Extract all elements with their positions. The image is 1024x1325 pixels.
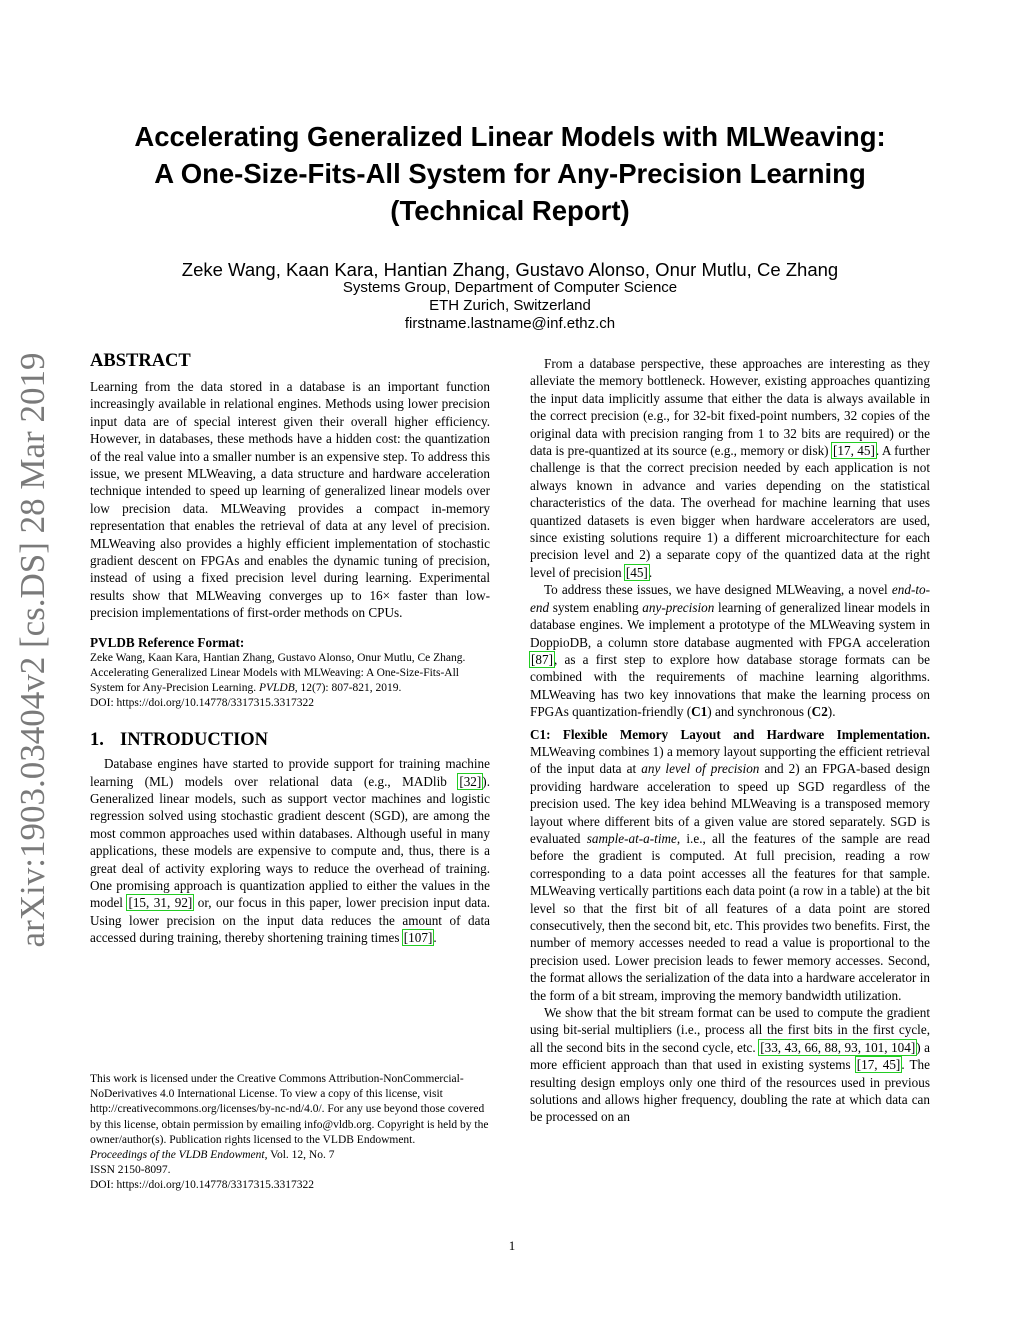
citation-link[interactable]: [33, 43, 66, 88, 93, 101, 104] bbox=[760, 1039, 916, 1055]
page-number: 1 bbox=[508, 1238, 516, 1253]
citation-link[interactable]: [15, 31, 92] bbox=[128, 895, 193, 911]
text-run: . The resulting design employs only one third of the resources used in previous solutions and allows higher frequency, doubling the rate at which data can be processed on an bbox=[530, 1057, 931, 1125]
abstract-heading: ABSTRACT bbox=[90, 351, 191, 371]
text-run: , i.e., all the features of the sample are read before the gradient is computed. At full precision, reading a row corresponding to a data point accesses all the features for that sample. MLWeaving vertically partitions each data point (a row in a table) at the bit level so that the first bit of all features of a data point are stored consecutively, then the second bit, etc. This provides two benefits. First, the number of memory accesses needed to read a value is proportional to the precision used. Lower precision leads to fewer memory accesses. Second, the format allows the serialization of the data into a hardware accelerator in the form of a bit stream, improving the memory bandwidth utilization. bbox=[530, 830, 930, 1003]
text-run: We show that the bit stream format can be used to compute the gradient using bit-serial multipliers (i.e., process all the first bits in the first cycle, all the second bits in the second cycle, etc. bbox=[530, 1005, 930, 1055]
text-run: learning of generalized linear models in database engines. We implement a prototype of the MLWeaving system in DoppioDB, a column store database augmented with FPGA acceleration bbox=[530, 599, 930, 650]
paper-title bbox=[90, 118, 930, 229]
affiliation bbox=[90, 279, 930, 333]
text-run: Database engines have started to provide support for training machine learning (ML) models over relational data (e.g., MADlib bbox=[90, 756, 490, 789]
proceedings-volume: Vol. 12, No. 7 bbox=[267, 1149, 335, 1162]
text-run: . bbox=[433, 930, 437, 946]
text-run: MLWeaving combines 1) a memory layout supporting the efficient retrieval of the input data at bbox=[530, 743, 930, 777]
title-line: (Technical Report) bbox=[390, 195, 630, 226]
citation-link[interactable]: [45] bbox=[625, 564, 648, 580]
reference-format-heading: PVLDB Reference Format: bbox=[90, 634, 245, 650]
body-paragraph bbox=[530, 1004, 930, 1126]
body-paragraph bbox=[530, 581, 930, 720]
emphasis: sample-at-a-time bbox=[586, 830, 677, 846]
reference-journal: PVLDB bbox=[258, 682, 295, 695]
text-run: system enabling bbox=[549, 599, 643, 615]
introduction-heading bbox=[90, 729, 490, 751]
reference-citation-rest: , 12(7): 807-821, 2019. bbox=[294, 682, 402, 695]
emphasis: any level of precision bbox=[641, 761, 760, 777]
license-footnote bbox=[90, 1072, 490, 1194]
arxiv-id: arXiv:1903.03404v2 [cs.DS] 28 Mar 2019 bbox=[13, 352, 52, 948]
section-number: 1. bbox=[90, 730, 104, 751]
reference-citation: Zeke Wang, Kaan Kara, Hantian Zhang, Gustavo Alonso, Onur Mutlu, Ce Zhang. Accelerating Generalized Linear Models with MLWeaving: A One-Size-Fits-All System for Any-Precision Learning. bbox=[90, 652, 466, 695]
doi-line: DOI: https://doi.org/10.14778/3317315.3317322 bbox=[90, 1179, 315, 1192]
introduction-paragraph bbox=[90, 755, 490, 946]
text-run: ). bbox=[827, 704, 836, 720]
left-column bbox=[90, 350, 490, 947]
right-column bbox=[530, 355, 930, 1126]
emphasis: any-precision bbox=[642, 599, 715, 615]
text-run: . bbox=[648, 564, 653, 580]
proceedings-title: Proceedings of the VLDB Endowment, bbox=[90, 1149, 268, 1162]
text-run: ) and synchronous ( bbox=[707, 704, 812, 720]
text-run: , as a first step to explore how database storage formats can be combined with the requirements of machine learning algorithms. MLWeaving has two key innovations that make the learning process on FPGAs quantization-friendly ( bbox=[530, 651, 930, 720]
license-text: This work is licensed under the Creative Commons Attribution-NonCommercial-NoDerivatives 4.0 International License. To view a copy of this license, visit http://creativecommons.org/licenses/by-nc-nd/4.0/. For any use beyond those covered by this license, obtain permission by emailing info@vldb.org. Copyright is held by the owner/author(s). Publication rights licensed to the VLDB Endowment. bbox=[90, 1073, 489, 1146]
proceedings-line bbox=[90, 1148, 490, 1163]
title-line: A One-Size-Fits-All System for Any-Precision Learning bbox=[154, 158, 866, 189]
text-run: From a database perspective, these approaches are interesting as they alleviate the memory bottleneck. However, existing approaches quantizing the input data implicitly assume that either the data is always available in the correct precision (e.g., for 32-bit fixed-point numbers, 32 copies of the original data with precision ranging from 1 to 32 bits are required) or the data is pre-quantized at its source (e.g., memory or disk) bbox=[530, 356, 930, 459]
text-run: or, our focus in this paper, lower precision input data. Using lower precision on the input data reduces the amount of data accessed during training, thereby shortening training times bbox=[90, 895, 490, 946]
text-run: ) a more efficient approach than that used in existing systems bbox=[530, 1039, 930, 1073]
arxiv-stamp bbox=[8, 350, 58, 950]
citation-link[interactable]: [107] bbox=[403, 930, 433, 946]
emphasis: end-to-end bbox=[530, 582, 930, 615]
citation-link[interactable]: [17, 45] bbox=[856, 1057, 901, 1073]
affiliation-line: ETH Zurich, Switzerland bbox=[429, 297, 591, 314]
body-paragraph bbox=[530, 355, 930, 581]
contribution-label: C1 bbox=[691, 704, 708, 720]
body-paragraph bbox=[530, 726, 930, 1005]
citation-link[interactable]: [32] bbox=[459, 773, 482, 789]
section-title: INTRODUCTION bbox=[120, 730, 269, 751]
author-list: Zeke Wang, Kaan Kara, Hantian Zhang, Gustavo Alonso, Onur Mutlu, Ce Zhang bbox=[181, 259, 839, 280]
text-run: . A further challenge is that the correct precision needed by each application is not always known in advance and varies depending on the statistical characteristics of the data. The overhead for machine learning that uses quantized datasets is even bigger when hardware accelerators are used, since existing solutions require 1) a different microarchitecture for each precision level and 2) a separate copy of the quantized data at the right level of precision bbox=[530, 443, 930, 580]
reference-doi: DOI: https://doi.org/10.14778/3317315.3317322 bbox=[90, 697, 315, 710]
text-run: ). Generalized linear models, such as support vector machines and logistic regression solved using stochastic gradient descent (SGD), are among the most common approaches used within databases. Although useful in many applications, these models are expensive to compute and, thus, there is a great deal of activity exploring ways to reduce the overhead of training. One promising approach is quantization applied to either the values in the model bbox=[90, 773, 490, 911]
text-run: To address these issues, we have designed MLWeaving, a novel bbox=[544, 582, 892, 598]
affiliation-email: firstname.lastname@inf.ethz.ch bbox=[404, 315, 616, 332]
paragraph-lead: C1: Flexible Memory Layout and Hardware Implementation. bbox=[530, 726, 930, 742]
issn-line: ISSN 2150-8097. bbox=[90, 1164, 171, 1177]
contribution-label: C2 bbox=[811, 704, 828, 720]
title-line: Accelerating Generalized Linear Models with MLWeaving: bbox=[134, 121, 886, 152]
abstract-text: Learning from the data stored in a database is an important function increasingly available in relational engines. Methods using lower precision input data are of special interest given their overall higher efficiency. However, in databases, these methods have a hidden cost: the quantization of the real value into a smaller number is an expensive step. To address this issue, we present MLWeaving, a data structure and hardware acceleration technique intended to speed up learning of generalized linear models over low precision data. MLWeaving provides a compact in-memory representation that enables the retrieval of data at any level of precision. MLWeaving also provides a highly efficient implementation of stochastic gradient descent on FPGAs and enables the dynamic tuning of precision, instead of using a fixed precision level during learning. Experimental results show that MLWeaving converges up to 16× faster than low-precision implementations of first-order methods on CPUs. bbox=[90, 379, 490, 621]
citation-link[interactable]: [17, 45] bbox=[833, 443, 875, 459]
citation-link[interactable]: [87] bbox=[531, 651, 553, 667]
reference-format-body bbox=[90, 651, 490, 711]
affiliation-line: Systems Group, Department of Computer Science bbox=[342, 279, 678, 296]
text-run: and 2) an FPGA-based design providing hardware acceleration to speed up SGD regardless of the precision used. The key idea behind MLWeaving is a transposed memory layout where different bits of a given value are stored separately. SGD is evaluated bbox=[530, 761, 930, 846]
